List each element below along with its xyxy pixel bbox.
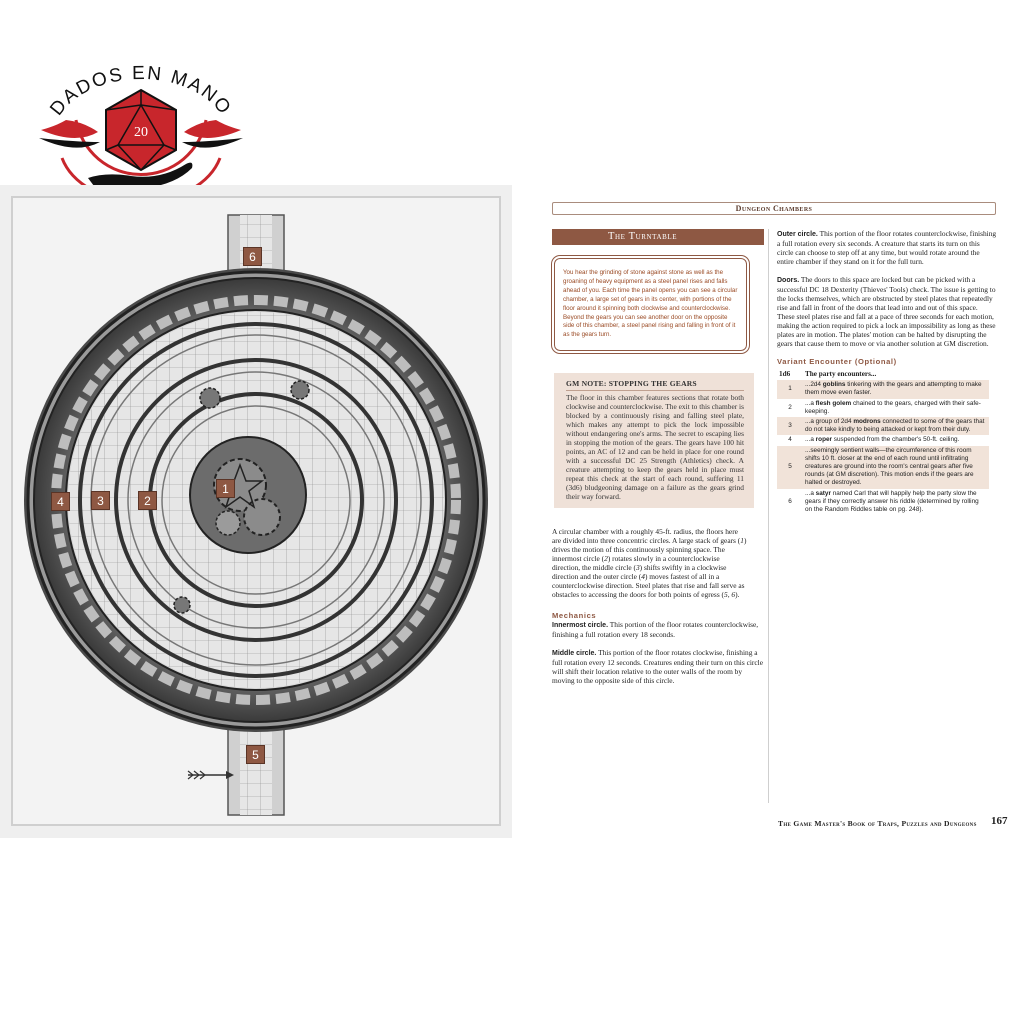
creature-name: roper	[815, 436, 833, 444]
roll-cell: 3	[777, 417, 803, 435]
middle-circle-text: This portion of the floor rotates clockwise, finishing a full rotation every 12 seconds. Creatures ending their turn on this circle will shift their location relative to the outer walls of the room by moving to the opposite side of this circle.	[552, 648, 763, 686]
roll-cell: 5	[777, 446, 803, 489]
map-marker-3: 3	[91, 491, 110, 510]
intro-ref-2: 2	[604, 554, 608, 564]
table-row	[777, 399, 989, 417]
encounter-text: ...a	[805, 436, 816, 444]
running-header-title: Dungeon Chambers	[735, 204, 813, 213]
encounter-text: ...a	[805, 399, 816, 407]
creature-name: modrons	[853, 418, 881, 426]
variant-encounter-heading: Variant Encounter (Optional)	[777, 357, 897, 366]
encounter-text: suspended from the chamber's 50-ft. ceiling.	[832, 436, 960, 444]
gm-note-body: The floor in this chamber features sections that rotate both clockwise and counterclockwise. The exit to this chamber is blocked by a continuously rising and falling steel plate, which makes any attempt to pick the lock impossible without endangering one's arms. The secret to escaping lies in stopping the motion of the gears. The gears have 100 hit points, an AC of 12 and can be held in place for one round with a successful DC 25 Strength (Athletics) check. A creature attempting to keep the gears held in place must repeat this check at the start of each round, suffering 11 (3d6) bludgeoning damage on a failure as the gears grind their way forward.	[566, 393, 744, 502]
doors-text: The doors to this space are locked but can be picked with a successful DC 18 Dexterity (Thieves' Tools) check. The issue is getting to the locks themselves, which are obstructed by steel plates that repeatedly rise and fall in front of the doors that lead into and out of this space. These steel plates rise and fall at a pace of three seconds for each motion, making the action required to pick a lock an impossibility as long as these plates are in motion. The plates' motion can be halted by disrupting the gears that cause them to move or via another solution at GM discretion.	[777, 275, 996, 348]
footer-book-title: The Game Master's Book of Traps, Puzzles and Dungeons	[778, 819, 977, 828]
brand-logo	[36, 60, 246, 200]
section-title: The Turntable	[552, 229, 764, 245]
readaloud-box: You hear the grinding of stone against stone as well as the groaning of heavy equipment as a steel panel rises and falls ahead of you. Each time the panel opens you can see a circular chamber, a large set of gears in its center, with portions of the floor around it spinning both clockwise and counterclockwise. Beyond the gears you can see another door on the opposite side of this chamber, a steel panel rising and falling in front of it as the gears turn.	[554, 258, 747, 351]
creature-name: flesh golem	[815, 399, 852, 407]
map-marker-2: 2	[138, 491, 157, 510]
roll-cell: 4	[788, 436, 792, 444]
intro-text-6: ).	[735, 590, 740, 600]
intro-ref-3: 3	[635, 563, 640, 573]
intro-text-5: ) moves fastest of all in a counterclockwise direction. Steel plates that rise and fall serve as obstacles to accessing the doors for both points of egress (	[552, 572, 745, 600]
middle-circle-label: Middle circle.	[552, 650, 597, 658]
encounter-cell	[803, 417, 989, 435]
encounter-text: tinkering with the gears and attempting to make them move even faster.	[805, 381, 982, 397]
running-header	[552, 202, 996, 215]
outer-circle-paragraph	[777, 229, 997, 266]
turntable-map-art	[0, 185, 512, 838]
innermost-circle-paragraph	[552, 620, 764, 639]
rules-page	[512, 185, 1024, 838]
variant-encounter-table	[777, 369, 989, 515]
encounter-column-header: The party encounters...	[805, 370, 877, 378]
table-row	[777, 417, 989, 435]
mechanics-heading: Mechanics	[552, 611, 597, 621]
table-header-row	[777, 369, 989, 380]
map-marker-4: 4	[51, 492, 70, 511]
encounter-text: ...seemingly sentient walls—the circumference of this room shifts 10 ft. closer at the end of each round until infiltrating creatures are ground into the room's central gears after five rounds (at GM discretion). This motion ends if the gears are halted or destroyed.	[805, 446, 974, 487]
encounter-text: named Carl that will happily help the party slow the gears if they correctly answer his riddle (determined by rolling on the Random Riddles table on pg. 248).	[805, 489, 979, 514]
encounter-cell	[803, 399, 989, 417]
outer-circle-text: This portion of the floor rotates counterclockwise, finishing a full rotation every six seconds. A creature that starts its turn on this circle can choose to step off at any time, but would rotate around the entire chamber if they stand on it for the full turn.	[777, 229, 997, 266]
innermost-circle-label: Innermost circle.	[552, 622, 609, 630]
encounter-text: ...a	[805, 489, 816, 497]
intro-paragraph	[552, 527, 747, 599]
encounter-cell	[803, 489, 989, 516]
intro-text-4: ) shifts swiftly in a clockwise direction and the outer circle (	[552, 563, 727, 582]
gm-note-title: GM NOTE: STOPPING THE GEARS	[566, 379, 744, 391]
encounter-cell	[803, 435, 989, 445]
encounter-text: chained to the gears, charged with their safe-keeping.	[805, 399, 981, 415]
encounter-text: ...a group of 2d4	[805, 418, 854, 426]
dados-en-mano-logo	[36, 60, 246, 200]
roll-cell: 1	[777, 380, 803, 398]
map-marker-5: 5	[246, 745, 265, 764]
page-number: 167	[991, 815, 1008, 827]
roll-cell: 2	[788, 403, 792, 411]
doors-paragraph	[777, 275, 997, 348]
svg-text:DADOS EN MANO: DADOS EN MANO	[46, 62, 236, 120]
dungeon-map	[0, 185, 512, 838]
intro-ref-1: 1	[740, 536, 744, 546]
left-column	[552, 229, 764, 685]
roll-cell: 6	[788, 497, 792, 505]
encounter-cell	[803, 380, 989, 398]
right-column	[777, 229, 997, 515]
intro-text-3: ) rotates slowly in a counterclockwise direction, the middle circle (	[552, 554, 720, 573]
encounter-text: ...2d4	[805, 381, 823, 389]
table-row	[777, 435, 989, 445]
svg-text:20: 20	[134, 125, 148, 140]
intro-ref-4: 4	[641, 572, 645, 582]
encounter-cell	[803, 446, 989, 489]
intro-text-2: ) drives the motion of this continuously spinning space. The innermost circle (	[552, 536, 747, 564]
middle-circle-paragraph	[552, 648, 764, 685]
intro-ref-5: 5, 6	[724, 590, 736, 600]
map-marker-6: 6	[243, 247, 262, 266]
doors-label: Doors.	[777, 277, 800, 284]
innermost-circle-text: This portion of the floor rotates counterclockwise, finishing a full rotation every 18 seconds.	[552, 620, 759, 640]
map-marker-1: 1	[216, 479, 235, 498]
intro-text-1: A circular chamber with a roughly 45-ft. radius, the floors here are divided into three concentric circles. A large stack of gears (	[552, 527, 741, 546]
table-row	[777, 446, 989, 489]
column-divider	[768, 229, 769, 803]
table-row	[777, 380, 989, 398]
creature-name: satyr	[815, 489, 831, 497]
roll-column-header: 1d6	[779, 370, 791, 378]
encounter-text: connected to some of the gears that do not take kindly to being attacked or kept from their duty.	[805, 418, 985, 434]
table-row	[777, 489, 989, 516]
outer-circle-label: Outer circle.	[777, 231, 818, 238]
creature-name: goblins	[822, 381, 846, 389]
gm-note-box	[554, 373, 754, 508]
